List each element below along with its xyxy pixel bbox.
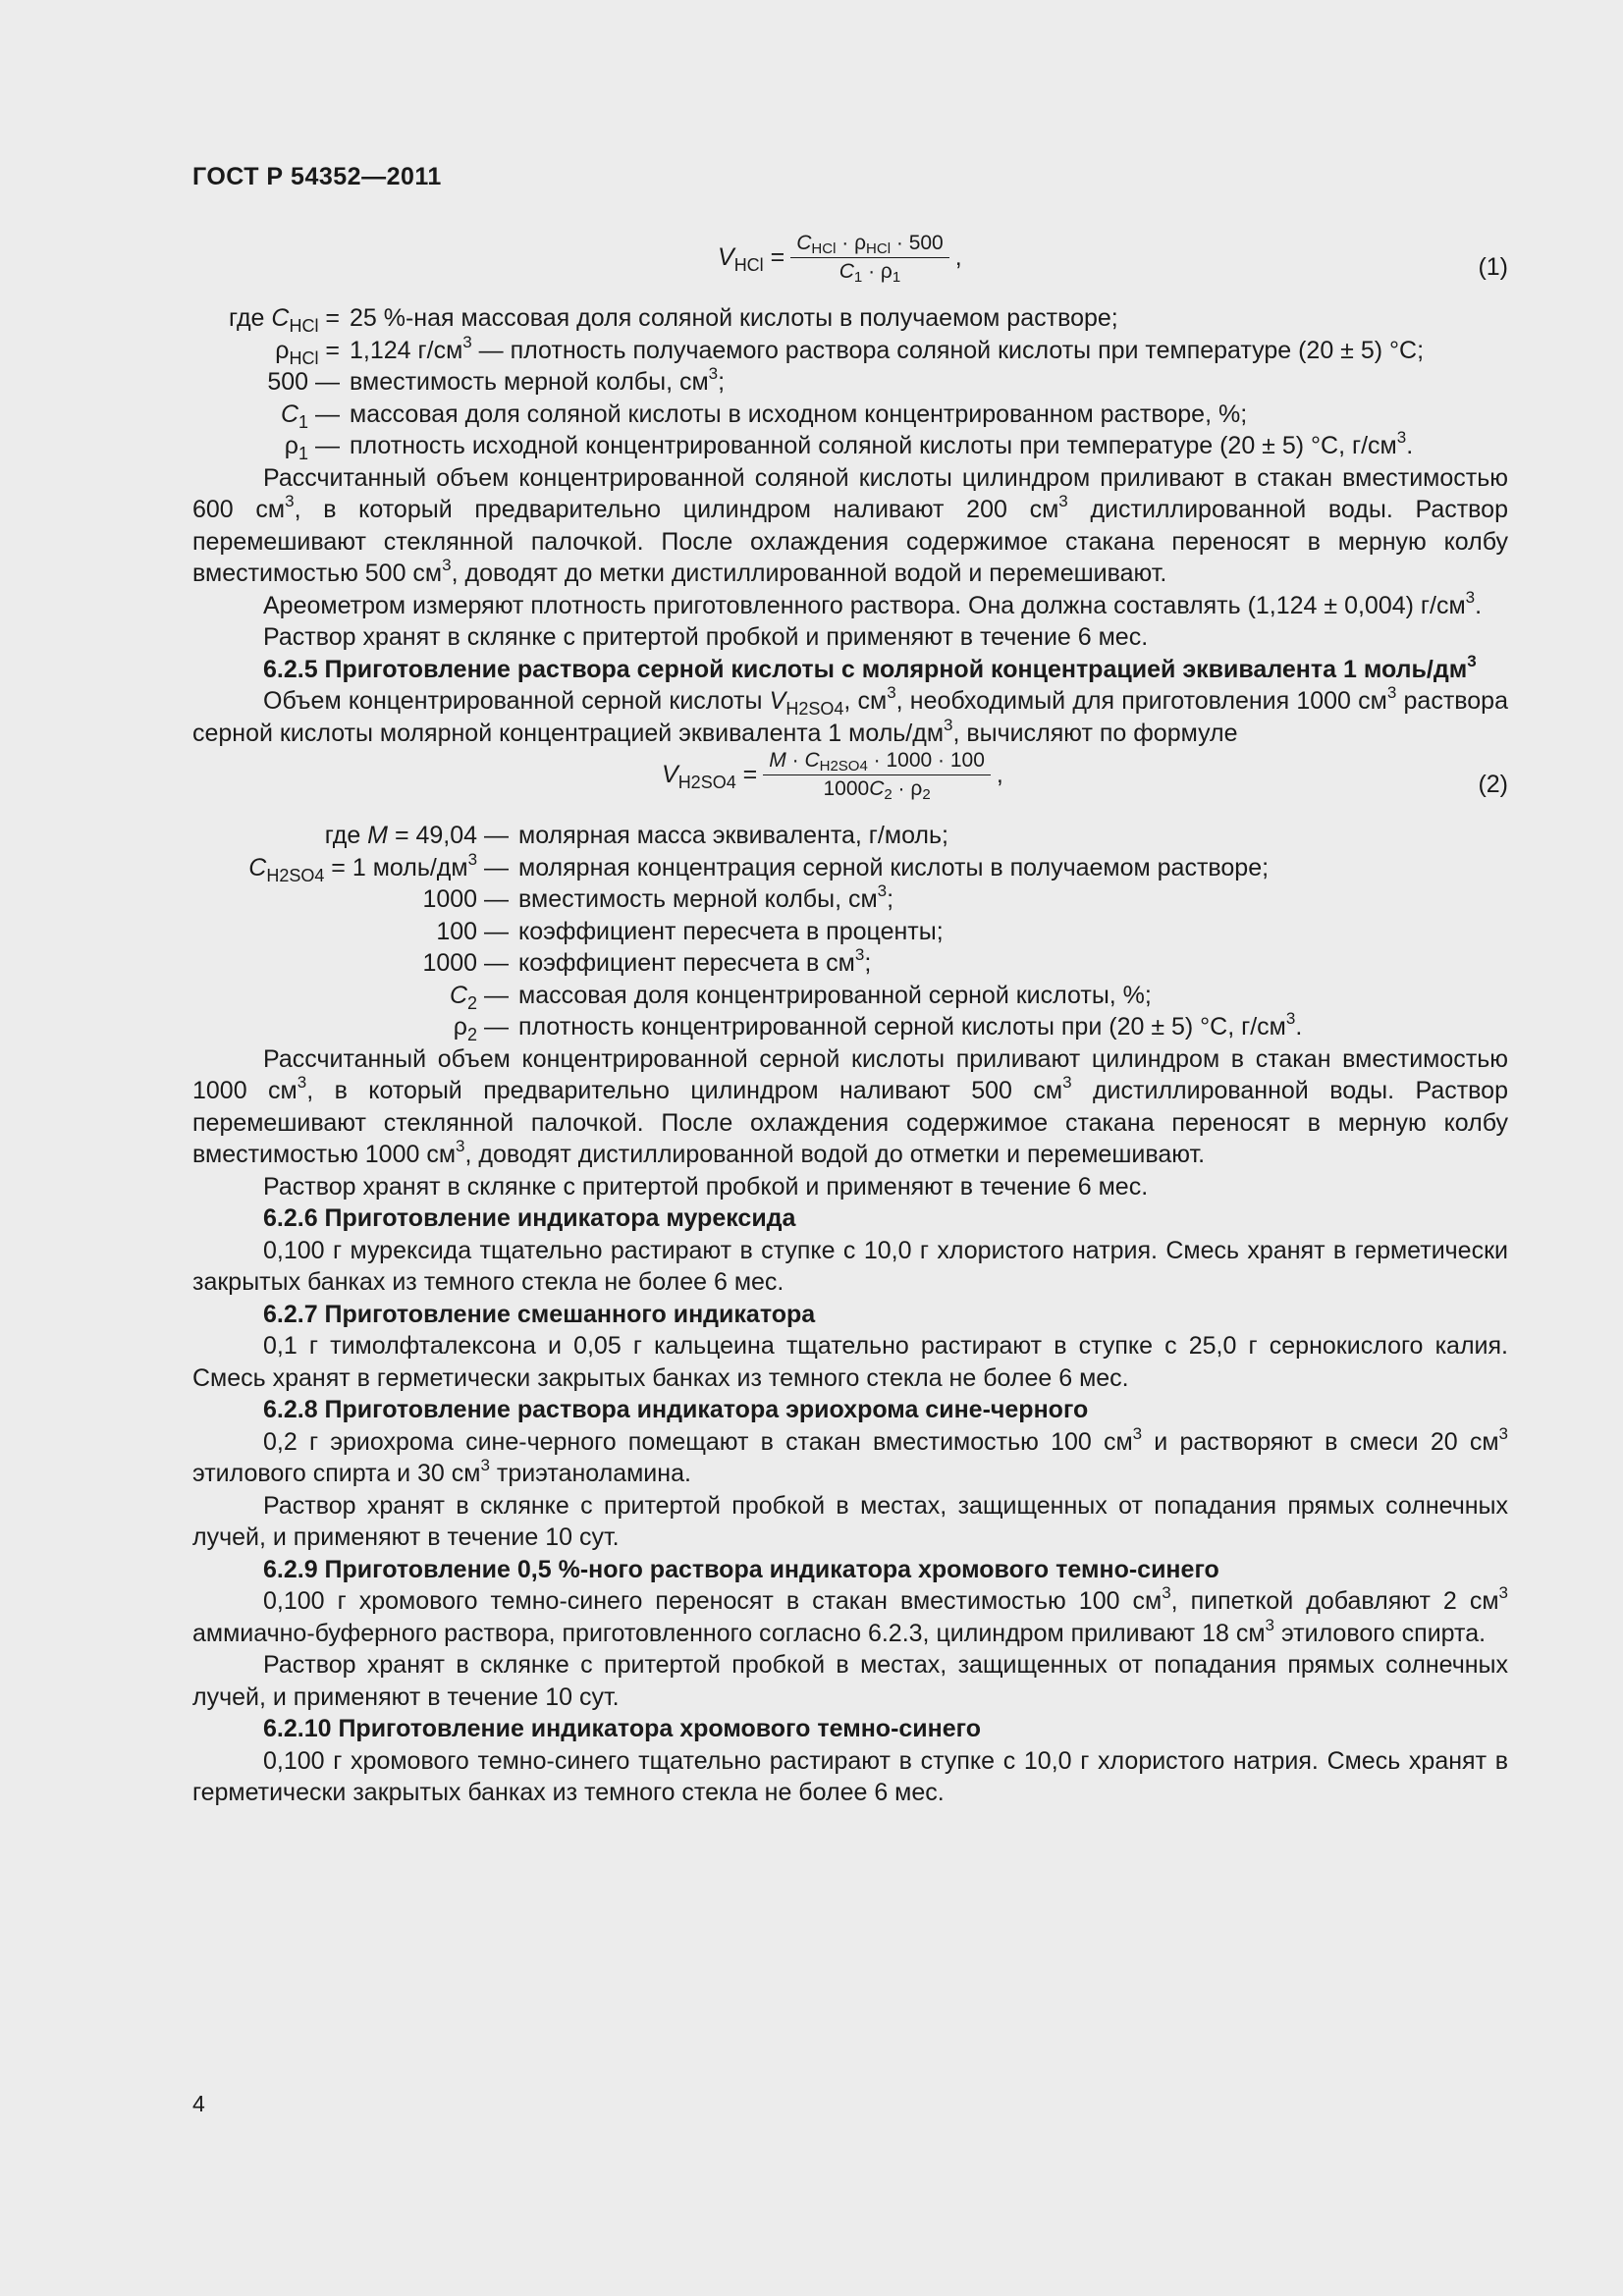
- section-title: 6.2.5 Приготовление раствора серной кислоты с молярной концентрацией эквивалента 1 моль/$дм^3$: [263, 651, 1477, 683]
- def-text: молярная концентрация серной кислоты в получаемом растворе;: [518, 853, 1270, 881]
- formula-2-number: (2): [1478, 771, 1508, 798]
- def-text: массовая доля соляной кислоты в исходном концентрированном растворе, %;: [350, 400, 1248, 428]
- def-key: где $C_{HCl}$ =: [228, 304, 340, 336]
- def-text: 1,124 $г/см^3$ — плотность получаемого раствора соляной кислоты при температуре (20 ± 5) °С;: [350, 332, 1425, 364]
- def-text: вместимость мерной колбы, $см^3$;: [350, 364, 726, 396]
- paragraph: 0,100 г мурексида тщательно растирают в ступке с 10,0 г хлористого натрия. Смесь хранят в герметически закрытых банках из темного стекла не более 6 мес.: [192, 1236, 1508, 1296]
- paragraph: 0,1 г тимолфталексона и 0,05 г кальцеина тщательно растирают в ступке с 25,0 г сернокислого калия. Смесь хранят в герметически закрытых банках из темного стекла не более 6 мес.: [192, 1332, 1508, 1392]
- formula-1-expression: $V_{HCl}$ = $\frac{C_{HCl} \cdot \rho_{HCl} \cdot 500}{C_1 \cdot \rho_1}$ ,: [718, 232, 962, 286]
- formula-2-lhs: $V_{H2SO4}$ =: [662, 761, 758, 793]
- def-key: 1000 —: [422, 949, 509, 977]
- formula-2-expression: $V_{H2SO4}$ = $\frac{M \cdot C_{H2SO4} \cdot 1000 \cdot 100}{1000C_2 \cdot \rho_2}$ ,: [662, 749, 1003, 803]
- def-text: молярная масса эквивалента, г/моль;: [518, 822, 948, 849]
- paragraph: 0,100 г хромового темно-синего тщательно растирают в ступке с 10,0 г хлористого натрия. Смесь хранят в герметически закрытых банках из темного стекла не более 6 мес.: [192, 1746, 1508, 1806]
- main-text: [192, 232, 1508, 1809]
- section-title: 6.2.6 Приготовление индикатора мурексида: [263, 1204, 796, 1232]
- formula-1-fraction: [790, 232, 949, 284]
- paragraph: Ареометром измеряют плотность приготовленного раствора. Она должна составлять (1,124 ± 0,004) $г/см^3$.: [263, 587, 1483, 619]
- formula-1: [192, 232, 1508, 302]
- paragraph: 0,100 г хромового темно-синего переносят в стакан вместимостью 100 $см^3$, пипеткой добавляют 2 $см^3$ аммиачно-буферного раствора, приготовленного согласно 6.2.3, цилиндром приливают 18 $см^3$ этилового спирта.: [192, 1583, 1508, 1647]
- document-header: ГОСТ Р 54352—2011: [192, 163, 442, 190]
- paragraph: Раствор хранят в склянке с притертой пробкой и применяют в течение 6 мес.: [263, 623, 1149, 651]
- def-text: 25 %-ная массовая доля соляной кислоты в получаемом растворе;: [350, 304, 1118, 332]
- paragraph: Объем концентрированной серной кислоты $V_{H2SO4}$, $см^3$, необходимый для приготовления 1000 $см^3$ раствора серной кислоты молярной концентрацией эквивалента 1 моль/$дм^3$, вычисляют по формуле: [192, 683, 1508, 747]
- def-key: 1000 —: [422, 885, 509, 913]
- formula-2-denominator: $1000C_2 \cdot \rho_2$: [823, 777, 931, 803]
- formula-2-numerator: $M \cdot C_{H2SO4} \cdot 1000 \cdot 100$: [763, 749, 991, 775]
- section-title: 6.2.8 Приготовление раствора индикатора эриохрома сине-черного: [263, 1396, 1089, 1423]
- def-key: 100 —: [436, 917, 509, 945]
- def-text: плотность концентрированной серной кислоты при (20 ± 5) °С, $г/см^3$.: [518, 1009, 1303, 1041]
- formula-1-denominator: $C_1 \cdot \rho_1$: [839, 260, 901, 286]
- formula-1-lhs: $V_{HCl}$ =: [718, 243, 785, 276]
- def-text: вместимость мерной колбы, $см^3$;: [518, 881, 894, 913]
- page-number: 4: [192, 2091, 205, 2116]
- paragraph: Рассчитанный объем концентрированной серной кислоты приливают цилиндром в стакан вместимостью 1000 $см^3$, в который предварительно цилиндром наливают 500 $см^3$ дистиллированной воды. Раствор перемешивают стеклянной палочкой. После охлаждения содержимое стакана переносят в мерную колбу вместимостью 1000 $см^3$, доводят дистиллированной водой до отметки и перемешивают.: [192, 1044, 1508, 1168]
- def-text: плотность исходной концентрированной соляной кислоты при температуре (20 ± 5) °С, $г/см^3$.: [350, 428, 1414, 459]
- def-key: $\rho_{HCl}$ =: [275, 336, 340, 368]
- formula-1-number: (1): [1478, 253, 1508, 281]
- section-title: 6.2.9 Приготовление 0,5 %-ного раствора индикатора хромового темно-синего: [263, 1555, 1219, 1583]
- def-text: коэффициент пересчета в проценты;: [518, 917, 944, 945]
- def-key: $C_2$ —: [449, 981, 509, 1013]
- def-key: $\rho_1$ —: [284, 432, 340, 463]
- def-key: $C_1$ —: [280, 400, 340, 432]
- paragraph: 0,2 г эриохрома сине-черного помещают в стакан вместимостью 100 $см^3$ и растворяют в смеси 20 $см^3$ этилового спирта и 30 $см^3$ триэтаноламина.: [192, 1423, 1508, 1487]
- paragraph: Раствор хранят в склянке с притертой пробкой и применяют в течение 6 мес.: [263, 1172, 1149, 1201]
- paragraph: Раствор хранят в склянке с притертой пробкой в местах, защищенных от попадания прямых солнечных лучей, и применяют в течение 10 сут.: [192, 1651, 1508, 1711]
- paragraph: Рассчитанный объем концентрированной соляной кислоты цилиндром приливают в стакан вместимостью 600 $см^3$, в который предварительно цилиндром наливают 200 $см^3$ дистиллированной воды. Раствор перемешивают стеклянной палочкой. После охлаждения содержимое стакана переносят в мерную колбу вместимостью 500 $см^3$, доводят до метки дистиллированной водой и перемешивают.: [192, 463, 1508, 587]
- formula-1-definitions: [192, 302, 1508, 462]
- formula-2: [192, 749, 1508, 820]
- section-title: 6.2.10 Приготовление индикатора хромового темно-синего: [263, 1715, 982, 1742]
- formula-2-definitions: [192, 820, 1508, 1043]
- def-key: $\rho_2$ —: [453, 1013, 509, 1044]
- paragraph: Раствор хранят в склянке с притертой пробкой в местах, защищенных от попадания прямых солнечных лучей, и применяют в течение 10 сут.: [192, 1491, 1508, 1551]
- formula-2-fraction: [763, 749, 991, 801]
- section-title: 6.2.7 Приготовление смешанного индикатора: [263, 1300, 816, 1328]
- def-text: массовая доля концентрированной серной кислоты, %;: [518, 981, 1152, 1009]
- formula-1-numerator: $C_{HCl} \cdot \rho_{HCl} \cdot 500$: [790, 232, 949, 258]
- def-key: где M = 49,04 —: [324, 822, 509, 849]
- def-key: 500 —: [267, 368, 340, 396]
- def-text: коэффициент пересчета в $см^3$;: [518, 945, 872, 977]
- def-key: $C_{H2SO4} = 1$ моль/$дм^3$ —: [248, 849, 509, 885]
